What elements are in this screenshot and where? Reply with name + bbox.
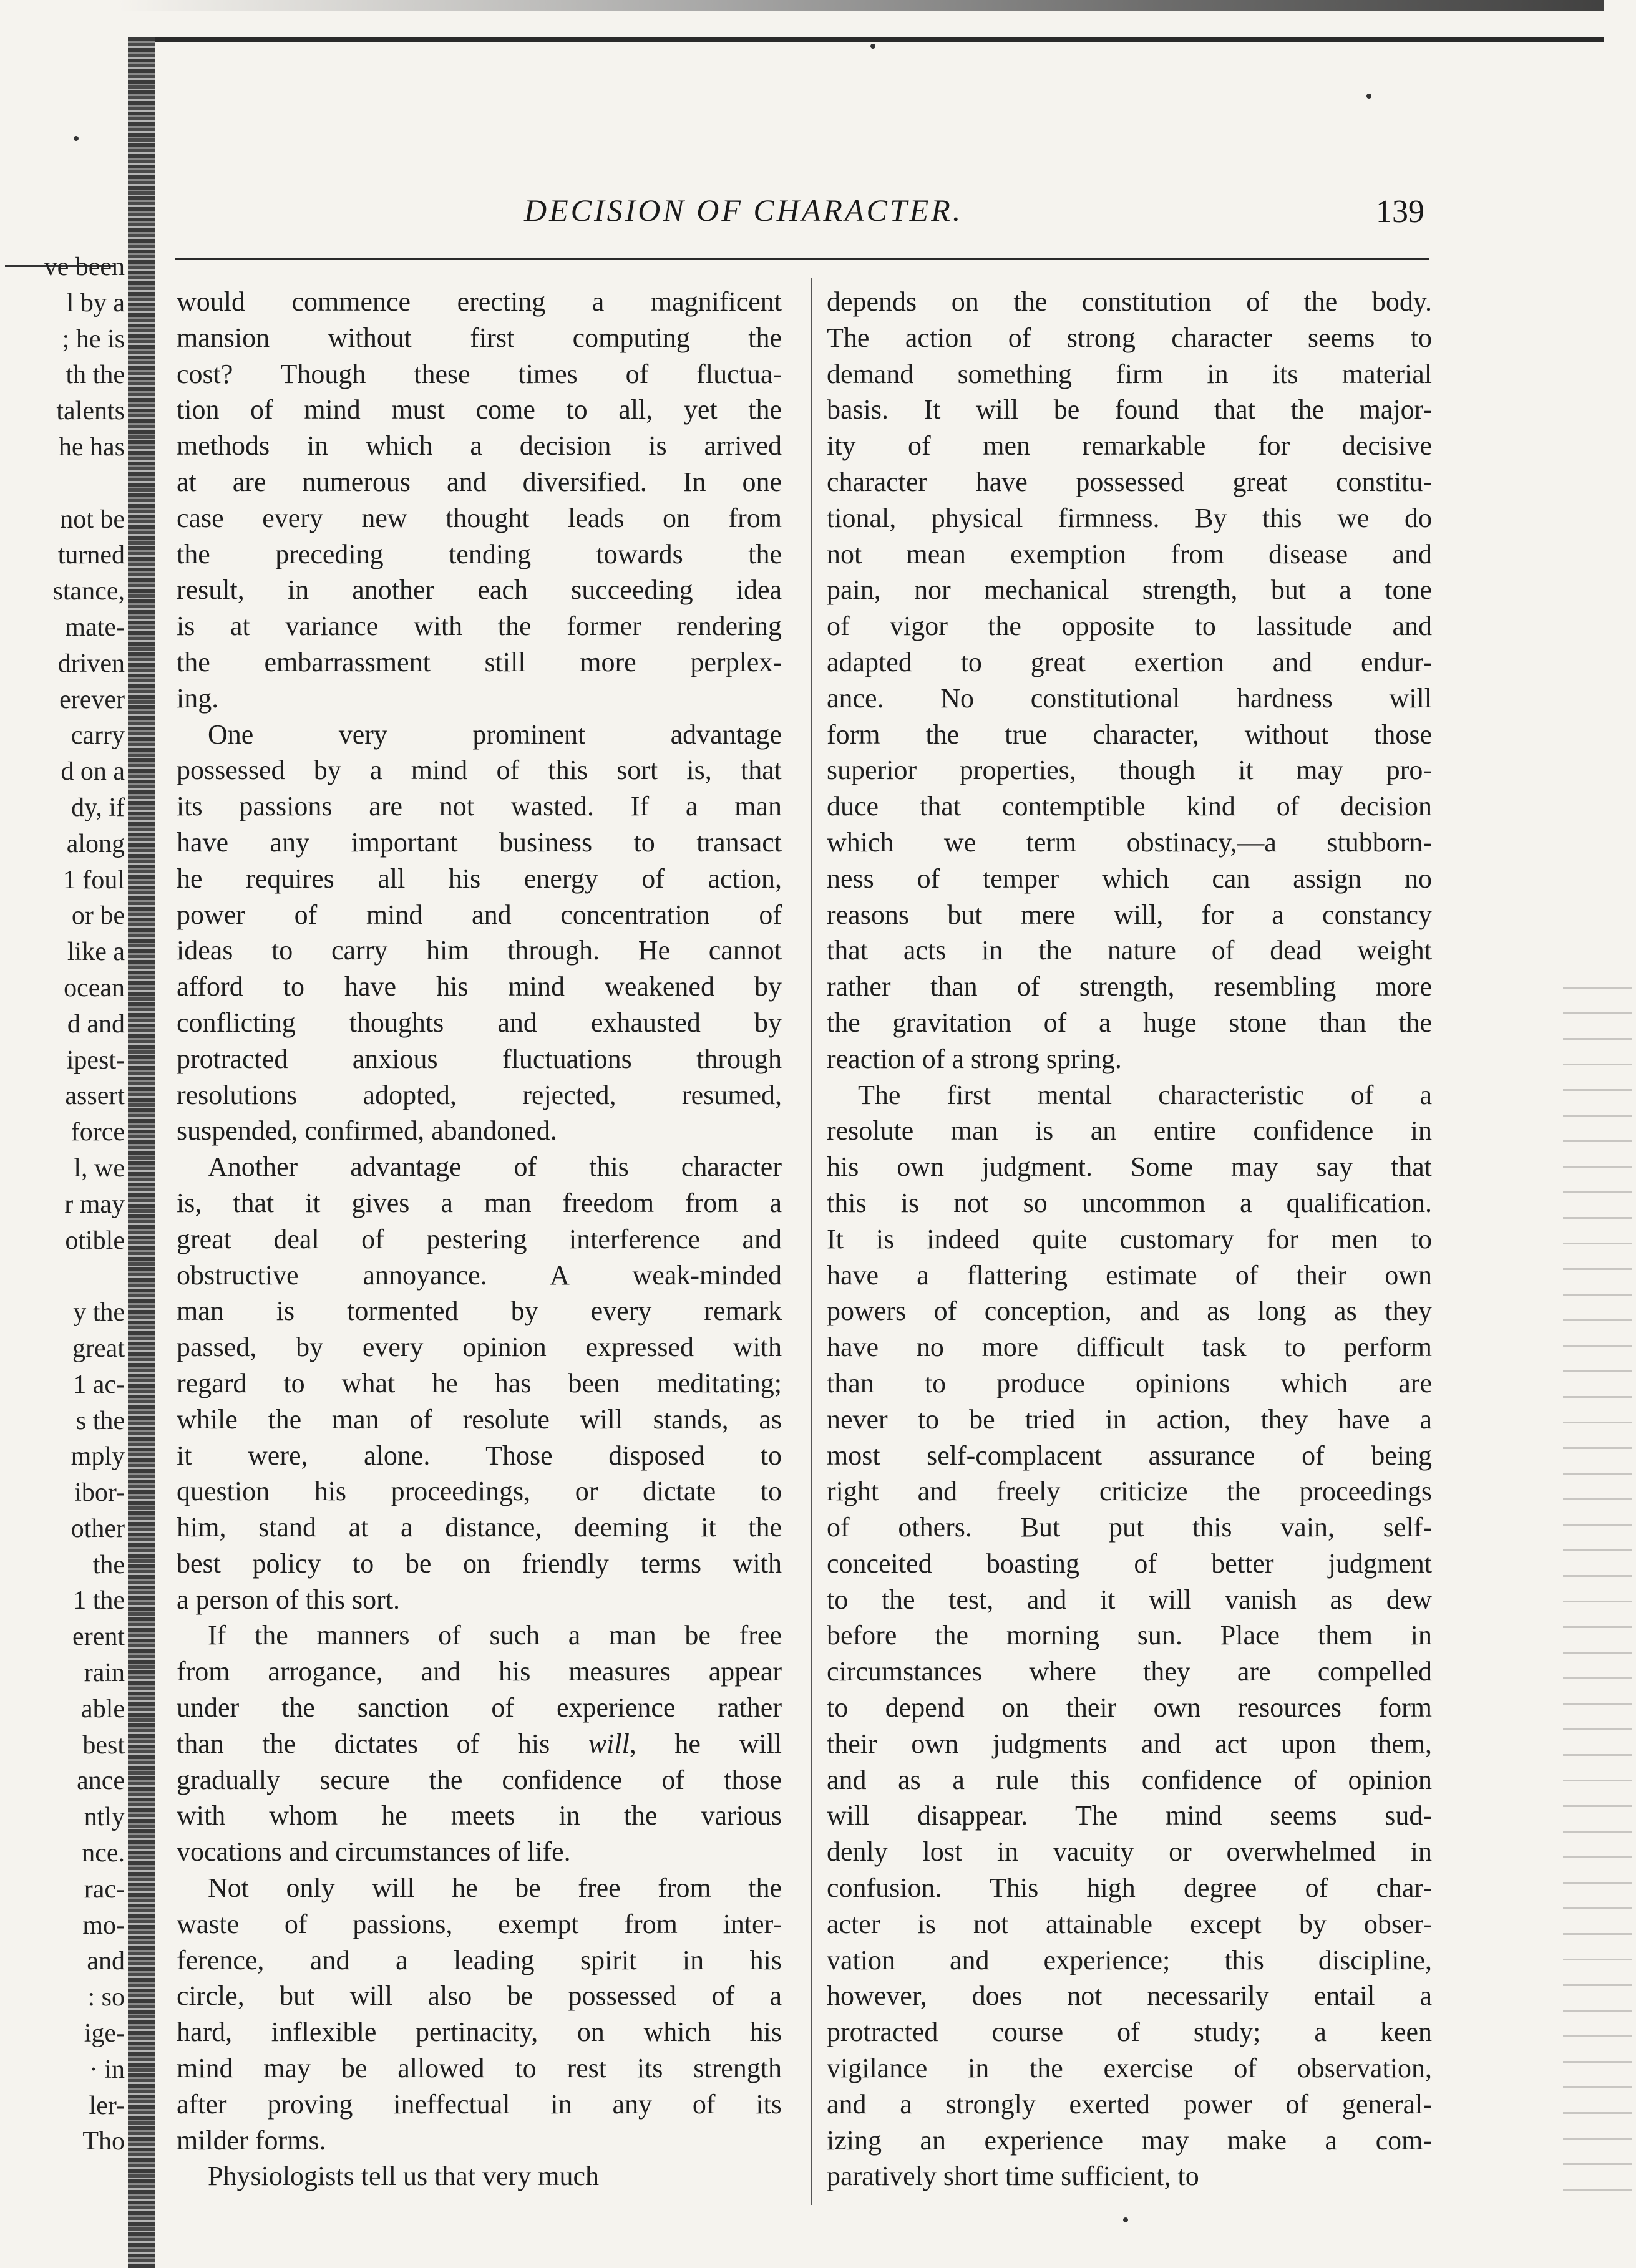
previous-page-line: not be (60, 505, 125, 534)
ink-speck (870, 44, 875, 49)
text-line: demand something firm in its material (827, 358, 1432, 389)
text-line: The action of strong character seems to (827, 322, 1432, 353)
ink-speck (1123, 2217, 1128, 2222)
text-line: suspended, confirmed, abandoned. (177, 1115, 557, 1146)
text-line: superior properties, though it may pro- (827, 755, 1432, 786)
previous-page-line: l, we (74, 1153, 125, 1183)
previous-page-line: mply (71, 1442, 125, 1471)
text-line: gradually secure the confidence of those (177, 1764, 782, 1795)
text-line: pain, nor mechanical strength, but a tone (827, 574, 1432, 606)
text-line: adapted to great exertion and endur- (827, 646, 1432, 677)
previous-page-line (0, 1259, 125, 1295)
text-line: it were, alone. Those disposed to (177, 1440, 782, 1471)
previous-page-line: along (66, 829, 125, 858)
text-line: is at variance with the former rendering (177, 611, 782, 642)
previous-page-line: able (81, 1694, 125, 1723)
previous-page-line: s the (75, 1406, 125, 1435)
text-line: obstructive annoyance. A weak-minded (177, 1259, 782, 1291)
previous-page-line: ; he is (62, 324, 125, 354)
previous-page-line: 1 ac- (73, 1370, 125, 1399)
text-line: before the morning sun. Place them in (827, 1620, 1432, 1651)
text-line: vocations and circumstances of life. (177, 1836, 571, 1868)
text-line: circle, but will also be possessed of a (177, 1980, 782, 2012)
text-line: a person of this sort. (177, 1584, 401, 1615)
ink-speck (74, 136, 79, 141)
previous-page-line: turned (57, 541, 125, 570)
running-head: DECISION OF CHARACTER. (524, 193, 963, 228)
right-column (827, 284, 1432, 2194)
previous-page-line: y the (73, 1298, 125, 1327)
text-line: milder forms. (177, 2125, 326, 2156)
text-line: passed, by every opinion expressed with (177, 1332, 782, 1363)
previous-page-line: r may (64, 1190, 125, 1219)
text-line: him, stand at a distance, deeming it the (177, 1512, 782, 1543)
text-line: waste of passions, exempt from inter- (177, 1908, 782, 1939)
text-line: he requires all his energy of action, (177, 863, 782, 894)
text-line: while the man of resolute will stands, as (177, 1403, 782, 1435)
previous-page-line: rac- (84, 1874, 125, 1904)
text-line: ference, and a leading spirit in his (177, 1944, 782, 1975)
text-line: at are numerous and diversified. In one (177, 466, 782, 497)
text-line: confusion. This high degree of char- (827, 1873, 1432, 1904)
previous-page-line: stance, (52, 577, 125, 606)
text-line: most self-complacent assurance of being (827, 1440, 1432, 1471)
text-line: the gravitation of a huge stone than the (827, 1007, 1432, 1038)
text-line: have any important business to transact (177, 826, 782, 858)
text-line: its passions are not wasted. If a man (177, 791, 782, 822)
text-line: It is indeed quite customary for men to (827, 1223, 1432, 1254)
previous-page-line: otible (65, 1226, 125, 1255)
previous-page-line: mo- (82, 1911, 125, 1940)
text-line: ness of temper which can assign no (827, 863, 1432, 894)
text-line: conceited boasting of better judgment (827, 1548, 1432, 1579)
text-line: character have possessed great constitu- (827, 466, 1432, 497)
previous-page-line: d on a (61, 757, 125, 787)
text-line: mansion without first computing the (177, 322, 782, 353)
text-line: power of mind and concentration of (177, 899, 782, 930)
text-line: have no more difficult task to perform (827, 1332, 1432, 1363)
text-line: that acts in the nature of dead weight (827, 935, 1432, 966)
text-line: cost? Though these times of fluctua- (177, 358, 782, 389)
previous-page-line: l by a (66, 288, 125, 317)
text-line: their own judgments and act upon them, (827, 1728, 1432, 1759)
previous-page-line: erent (72, 1622, 125, 1652)
text-line: and a strongly exerted power of general- (827, 2088, 1432, 2120)
text-line: powers of conception, and as long as they (827, 1296, 1432, 1327)
column-divider (811, 278, 812, 2205)
text-line: depends on the constitution of the body. (827, 286, 1432, 317)
text-line: reasons but mere will, for a constancy (827, 899, 1432, 930)
previous-page-line (0, 466, 125, 502)
text-line: paratively short time sufficient, to (827, 2161, 1199, 2192)
text-line: One very prominent advantage (208, 719, 782, 750)
ink-speck (1366, 94, 1371, 99)
previous-page-line: ler- (89, 2091, 125, 2120)
previous-page-line: force (71, 1118, 125, 1147)
text-line: from arrogance, and his measures appear (177, 1656, 782, 1687)
previous-page-line: assert (65, 1082, 125, 1111)
text-line: vation and experience; this discipline, (827, 1944, 1432, 1975)
previous-page-line: best (82, 1730, 125, 1760)
text-line: tional, physical firmness. By this we do (827, 502, 1432, 533)
previous-page-line: 1 the (73, 1586, 125, 1616)
previous-page-line: Tho (82, 2127, 125, 2156)
text-line: after proving ineffectual in any of its (177, 2088, 782, 2120)
text-line: however, does not necessarily entail a (827, 1980, 1432, 2012)
text-line: ance. No constitutional hardness will (827, 682, 1432, 714)
text-line: tion of mind must come to all, yet the (177, 394, 782, 425)
previous-page-line: like a (67, 938, 125, 967)
text-line: conflicting thoughts and exhausted by (177, 1007, 782, 1038)
text-line: which we term obstinacy,—a stubborn- (827, 826, 1432, 858)
text-line: than the dictates of his will, he will (177, 1728, 782, 1759)
previous-page-line: he has (58, 432, 125, 462)
text-line: If the manners of such a man be free (208, 1620, 782, 1651)
text-line: to depend on their own resources form (827, 1692, 1432, 1723)
previous-page-line: ance (77, 1766, 125, 1796)
text-line: the embarrassment still more perplex- (177, 646, 782, 677)
previous-page-line: : so (87, 1983, 125, 2012)
previous-page-line: great (72, 1334, 125, 1363)
margin-bleed-marks (1563, 973, 1632, 2208)
text-line: this is not so uncommon a qualification. (827, 1187, 1432, 1218)
text-line: than to produce opinions which are (827, 1367, 1432, 1398)
page-number: 139 (1376, 194, 1424, 230)
text-line: not mean exemption from disease and (827, 538, 1432, 569)
text-line: and as a rule this confidence of opinion (827, 1764, 1432, 1795)
text-line: of others. But put this vain, self- (827, 1512, 1432, 1543)
previous-page-line: ocean (64, 973, 125, 1002)
previous-page-line: ntly (84, 1803, 125, 1832)
text-line: the preceding tending towards the (177, 538, 782, 569)
previous-page-line: · in (89, 2055, 125, 2084)
text-line: Not only will he be free from the (208, 1873, 782, 1904)
text-line: would commence erecting a magnificent (177, 286, 782, 317)
text-line: reaction of a strong spring. (827, 1043, 1122, 1074)
text-line: result, in another each succeeding idea (177, 574, 782, 606)
text-line: under the sanction of experience rather (177, 1692, 782, 1723)
previous-page-line: th the (66, 361, 125, 390)
text-line: hard, inflexible pertinacity, on which his (177, 2017, 782, 2048)
text-line: basis. It will be found that the major- (827, 394, 1432, 425)
previous-page-line: erever (59, 685, 125, 714)
text-line: The first mental characteristic of a (858, 1079, 1432, 1110)
previous-page-line: ipest- (66, 1045, 125, 1075)
previous-page-line: driven (57, 649, 125, 678)
text-line: vigilance in the exercise of observation, (827, 2053, 1432, 2084)
page-top-edge (119, 0, 1604, 11)
text-line: methods in which a decision is arrived (177, 430, 782, 462)
previous-page-line: ige- (84, 2019, 125, 2048)
text-line: his own judgment. Some may say that (827, 1151, 1432, 1183)
header-rule (175, 258, 1429, 260)
previous-page-line: and (87, 1947, 125, 1976)
previous-page-line: 1 foul (62, 865, 125, 894)
text-line: protracted course of study; a keen (827, 2017, 1432, 2048)
text-line: of vigor the opposite to lassitude and (827, 611, 1432, 642)
text-line: circumstances where they are compelled (827, 1656, 1432, 1687)
previous-page-line: other (71, 1514, 125, 1543)
text-line: rather than of strength, resembling more (827, 971, 1432, 1002)
text-line: Physiologists tell us that very much (208, 2161, 599, 2192)
text-line: is, that it gives a man freedom from a (177, 1187, 782, 1218)
previous-page-line: or be (71, 901, 125, 931)
text-line: never to be tried in action, they have a (827, 1403, 1432, 1435)
text-line: denly lost in vacuity or overwhelmed in (827, 1836, 1432, 1868)
previous-page-line: d and (67, 1009, 125, 1039)
text-line: mind may be allowed to rest its strength (177, 2053, 782, 2084)
previous-page-line: rain (84, 1659, 125, 1688)
text-line: resolute man is an entire confidence in (827, 1115, 1432, 1146)
text-line: ing. (177, 682, 219, 714)
page-top-rule (144, 37, 1604, 42)
left-column (177, 284, 782, 2194)
text-line: question his proceedings, or dictate to (177, 1476, 782, 1507)
previous-page-line: carry (71, 721, 125, 750)
text-line: possessed by a mind of this sort is, that (177, 755, 782, 786)
text-line: ity of men remarkable for decisive (827, 430, 1432, 462)
text-line: izing an experience may make a com- (827, 2125, 1432, 2156)
text-line: man is tormented by every remark (177, 1296, 782, 1327)
text-line: regard to what he has been meditating; (177, 1367, 782, 1398)
previous-page-line: mate- (65, 613, 125, 642)
text-line: duce that contemptible kind of decision (827, 791, 1432, 822)
text-line: with whom he meets in the various (177, 1800, 782, 1831)
previous-page-line: nce. (82, 1839, 125, 1868)
text-line: Another advantage of this character (208, 1151, 782, 1183)
text-line: right and freely criticize the proceedings (827, 1476, 1432, 1507)
text-line: case every new thought leads on from (177, 502, 782, 533)
text-line: have a flattering estimate of their own (827, 1259, 1432, 1291)
book-binding-gutter (128, 37, 155, 2268)
text-line: acter is not attainable except by obser- (827, 1908, 1432, 1939)
previous-page-line: ibor- (74, 1478, 125, 1508)
text-line: best policy to be on friendly terms with (177, 1548, 782, 1579)
text-line: will disappear. The mind seems sud- (827, 1800, 1432, 1831)
text-line: resolutions adopted, rejected, resumed, (177, 1079, 782, 1110)
text-line: form the true character, without those (827, 719, 1432, 750)
text-line: protracted anxious fluctuations through (177, 1043, 782, 1074)
previous-page-line: ve been (44, 253, 125, 281)
text-line: ideas to carry him through. He cannot (177, 935, 782, 966)
previous-page-line: dy, if (71, 793, 125, 822)
text-line: to the test, and it will vanish as dew (827, 1584, 1432, 1615)
previous-page-line: the (92, 1550, 125, 1579)
text-line: great deal of pestering interference and (177, 1223, 782, 1254)
previous-page-line: talents (56, 397, 125, 426)
previous-page-fragments (0, 250, 125, 2160)
text-line: afford to have his mind weakened by (177, 971, 782, 1002)
